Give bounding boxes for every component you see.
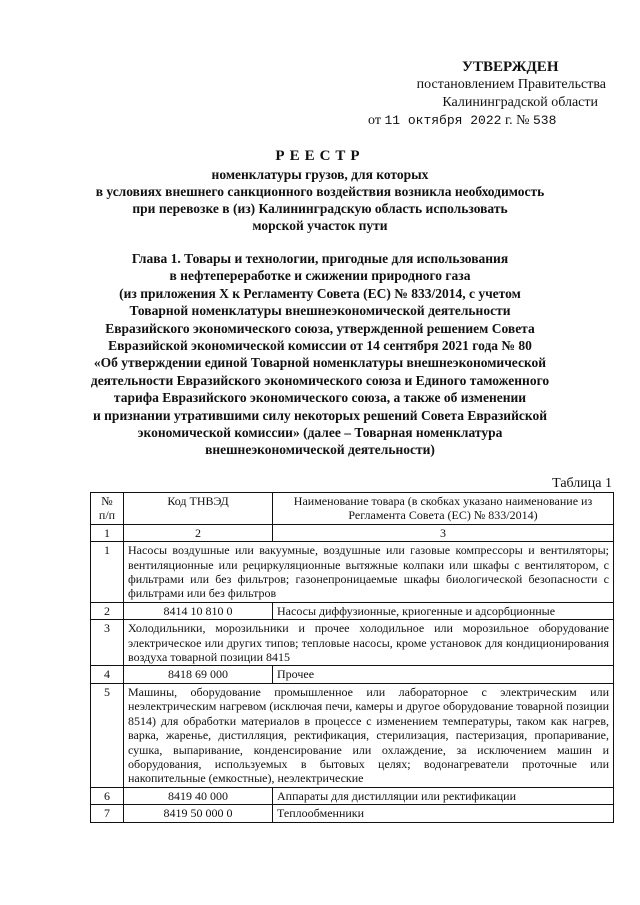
chapter-line: экономической комиссии» (далее – Товарная номенклатура: [137, 425, 503, 441]
row-name: Теплообменники: [273, 805, 614, 822]
table-caption: Таблица 1: [552, 476, 612, 491]
table-header-row: [91, 493, 614, 525]
table-row: [91, 787, 614, 804]
row-name: Аппараты для дистилляции или ректификации: [273, 787, 614, 804]
approval-date: 11 октября 2022: [384, 113, 502, 128]
row-num: 7: [91, 805, 124, 822]
row-num: 3: [91, 620, 124, 666]
approval-number-prefix: г. №: [504, 113, 530, 128]
row-num: 2: [91, 602, 124, 619]
chapter-line: в нефтепереработке и сжижении природного газа: [169, 268, 471, 284]
chapter-line: тарифа Евразийского экономического союза, а также об изменении: [113, 390, 527, 406]
chapter-heading: [70, 250, 570, 459]
header-code: Код ТНВЭД: [124, 493, 273, 525]
approval-number: 538: [533, 113, 557, 128]
row-num: 5: [91, 683, 124, 787]
header-name: Наименование товара (в скобках указано наименование из Регламента Совета (ЕС) № 833/2014): [273, 493, 614, 525]
chapter-line: Евразийской экономической комиссии от 14 сентября 2021 года № 80: [108, 338, 532, 354]
document-subtitle: [80, 166, 560, 234]
approval-date-prefix: от: [368, 113, 381, 128]
approval-block: [368, 58, 620, 130]
approval-date-line: [368, 112, 620, 130]
table-row: [91, 683, 614, 787]
approval-line-1: постановлением Правительства: [416, 77, 606, 92]
chapter-line: деятельности Евразийского экономического союза и Единого таможенного: [90, 372, 550, 388]
document-title: РЕЕСТР: [275, 148, 365, 164]
subtitle-line: в условиях внешнего санкционного воздействия возникла необходимость: [95, 184, 545, 199]
table-column-numbers-row: [91, 524, 614, 541]
row-name: Холодильники, морозильники и прочее холодильное или морозильное оборудование электрическое или других типов; тепловые насосы, кроме установок для кондиционирования воздуха товарной позиции 8415: [124, 620, 614, 666]
table-row: [91, 620, 614, 666]
row-num: 6: [91, 787, 124, 804]
row-name: Насосы воздушные или вакуумные, воздушные или газовые компрессоры и вентиляторы; вентиляционные или рециркуляционные вытяжные колпаки или шкафы с вентилятором, с фильтрами или без фильтров; газонепроницаемые шкафы биологической безопасности с фильтрами или без фильтров: [124, 542, 614, 603]
table-row: [91, 602, 614, 619]
chapter-line: Глава 1. Товары и технологии, пригодные для использования: [131, 251, 509, 266]
column-number: 2: [124, 524, 273, 541]
table-row: [91, 542, 614, 603]
row-name: Машины, оборудование промышленное или лабораторное с электрическим или неэлектрическим нагревом (исключая печи, камеры и другое оборудование товарной позиции 8514) для обработки материалов в процессе с изменением температуры, таком как нагрев, варка, жаренье, дистилляция, ректификация, стерилизация, пастеризация, пропаривание, сушка, выпаривание, конденсирование или охлаждение, за исключением машин и оборудования, используемых в бытовых целях; водонагреватели проточные или накопительные (емкостные), неэлектрические: [124, 683, 614, 787]
row-code: 8418 69 000: [124, 666, 273, 683]
chapter-line: (из приложения X к Регламенту Совета (ЕС) № 833/2014, с учетом: [119, 285, 521, 301]
subtitle-line: номенклатуры грузов, для которых: [211, 167, 429, 182]
row-name: Насосы диффузионные, криогенные и адсорбционные: [273, 602, 614, 619]
approval-title: УТВЕРЖДЕН: [462, 59, 559, 75]
chapter-line: Товарной номенклатуры внешнеэкономической деятельности: [129, 303, 511, 319]
approval-line-2: Калининградской области: [442, 95, 598, 110]
row-code: 8419 50 000 0: [124, 805, 273, 822]
header-num: № п/п: [91, 493, 124, 525]
row-name: Прочее: [273, 666, 614, 683]
subtitle-line: морской участок пути: [252, 218, 388, 233]
row-num: 1: [91, 542, 124, 603]
row-code: 8419 40 000: [124, 787, 273, 804]
row-code: 8414 10 810 0: [124, 602, 273, 619]
column-number: 3: [273, 524, 614, 541]
chapter-line: и признании утратившими силу некоторых решений Совета Евразийской: [93, 407, 547, 423]
row-num: 4: [91, 666, 124, 683]
table-row: [91, 805, 614, 822]
chapter-line: внешнеэкономической деятельности): [205, 442, 435, 458]
subtitle-line: при перевозке в (из) Калининградскую область использовать: [132, 201, 508, 216]
column-number: 1: [91, 524, 124, 541]
chapter-line: Евразийского экономического союза, утвержденной решением Совета: [105, 320, 535, 336]
goods-table: [90, 492, 614, 823]
chapter-line: «Об утверждении единой Товарной номенклатуры внешнеэкономической: [93, 355, 547, 371]
table-row: [91, 666, 614, 683]
